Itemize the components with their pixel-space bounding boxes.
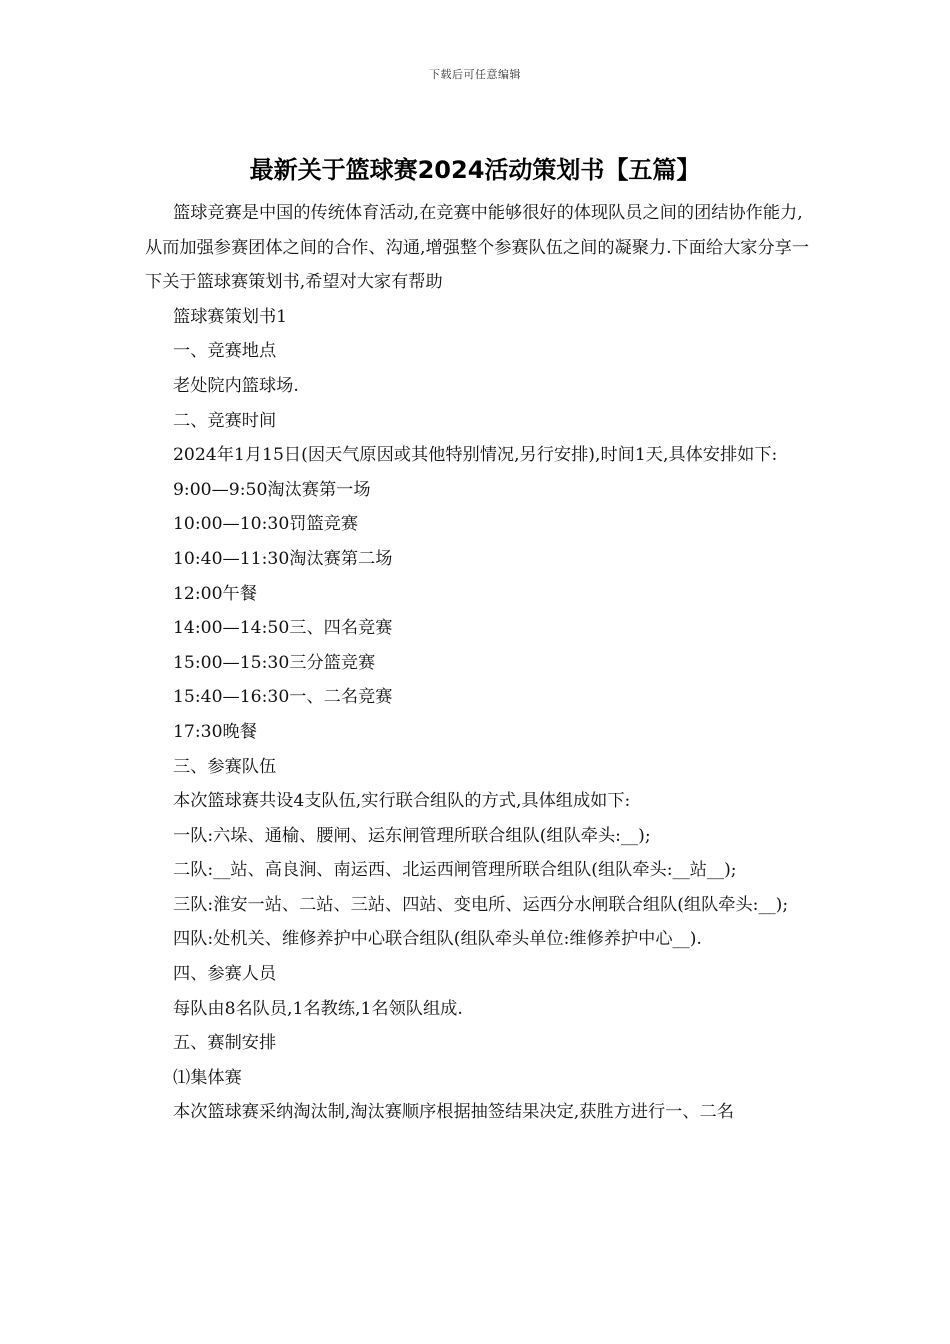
schedule-item: 9:00—9:50淘汰赛第一场 (173, 479, 371, 500)
schedule-item: 17:30晚餐 (173, 721, 257, 742)
section-heading-time: 二、竞赛时间 (173, 410, 277, 431)
team-item: 一队:六垛、通榆、腰闸、运东闸管理所联合组队(组队牵头:__); (173, 825, 651, 846)
location-text: 老处院内篮球场. (173, 375, 299, 396)
time-text: 2024年1月15日(因天气原因或其他特别情况,另行安排),时间1天,具体安排如下: (173, 445, 778, 466)
section-heading-players: 四、参赛人员 (173, 964, 277, 985)
team-item: 二队:__站、高良涧、南运西、北运西闸管理所联合组队(组队牵头:__站__); (173, 860, 737, 881)
subsection-heading-team-match: ⑴集体赛 (173, 1067, 242, 1088)
schedule-item: 10:40—11:30淘汰赛第二场 (173, 548, 393, 569)
schedule-item: 15:00—15:30三分篮竞赛 (173, 652, 376, 673)
format-text: 本次篮球赛采纳淘汰制,淘汰赛顺序根据抽签结果决定,获胜方进行一、二名 (173, 1102, 734, 1123)
team-item: 四队:处机关、维修养护中心联合组队(组队牵头单位:维修养护中心__). (173, 929, 702, 950)
team-item: 三队:淮安一站、二站、三站、四站、变电所、运西分水闸联合组队(组队牵头:__); (173, 894, 789, 915)
page-header-note: 下载后可任意编辑 (429, 68, 521, 81)
schedule-item: 14:00—14:50三、四名竞赛 (173, 618, 393, 639)
players-text: 每队由8名队员,1名教练,1名领队组成. (173, 998, 463, 1019)
schedule-item: 15:40—16:30一、二名竞赛 (173, 687, 393, 708)
schedule-item: 10:00—10:30罚篮竞赛 (173, 514, 359, 535)
teams-intro: 本次篮球赛共设4支队伍,实行联合组队的方式,具体组成如下: (173, 791, 631, 812)
schedule-item: 12:00午餐 (173, 583, 257, 604)
section-heading-format: 五、赛制安排 (173, 1033, 277, 1054)
section-heading-teams: 三、参赛队伍 (173, 756, 277, 777)
intro-paragraph: 篮球竞赛是中国的传统体育活动,在竞赛中能够很好的体现队员之间的团结协作能力,从而加强参赛团体之间的合作、沟通,增强整个参赛队伍之间的凝聚力.下面给大家分享一下关于篮球赛策划书,希望对大家有帮助 (145, 203, 810, 293)
document-body (145, 196, 810, 1130)
section-heading-plan-1: 篮球赛策划书1 (173, 306, 288, 327)
section-heading-location: 一、竞赛地点 (173, 341, 277, 362)
document-title: 最新关于篮球赛2024活动策划书【五篇】 (249, 156, 701, 184)
